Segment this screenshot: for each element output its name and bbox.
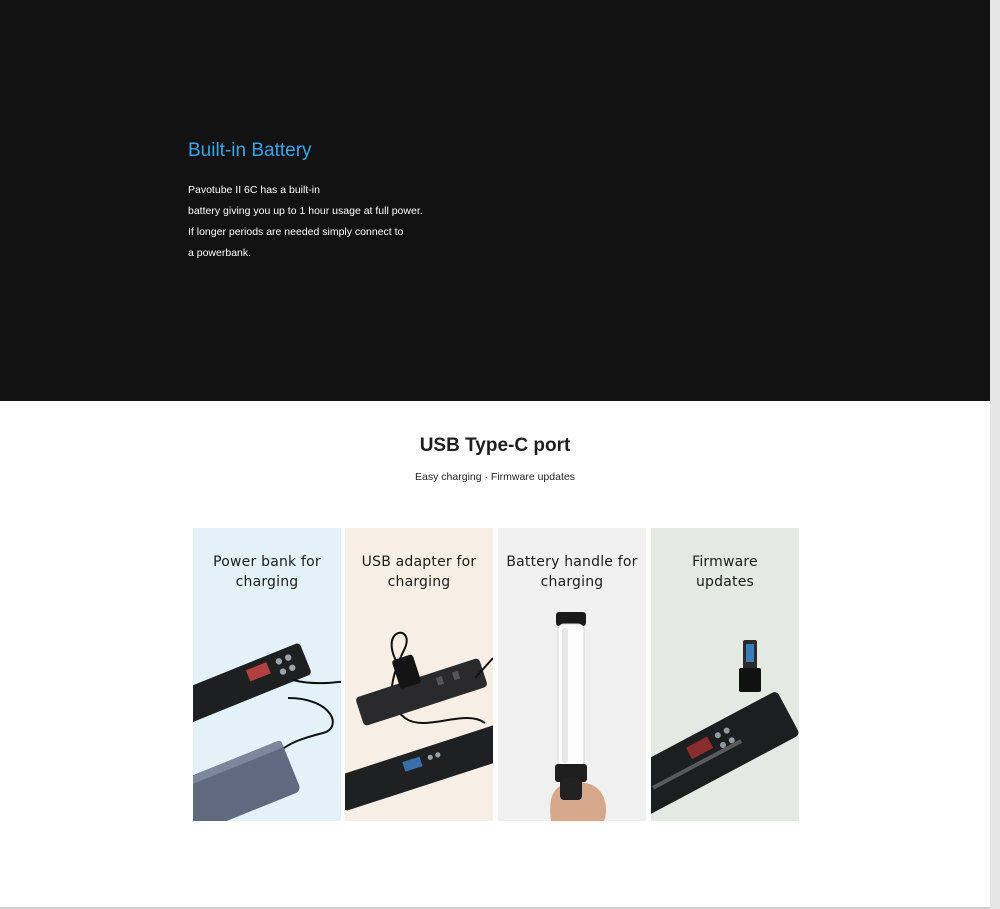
card-firmware-updates [651,528,799,821]
card-label [498,552,646,592]
card-power-bank [193,528,341,821]
card-label [193,552,341,592]
card-label-line: Power bank for [213,554,321,570]
card-usb-adapter [345,528,493,821]
battery-text-line: battery giving you up to 1 hour usage at full power. [188,205,423,217]
card-label [651,552,799,592]
usb-title: USB Type-C port [419,435,571,456]
card-label-line: charging [235,574,299,590]
card-label-line: charging [387,574,451,590]
battery-section [0,0,990,401]
card-label-line: Firmware [692,554,758,570]
card-battery-handle [498,528,646,821]
card-label-line: USB adapter for [361,554,477,570]
scrollbar-track[interactable] [990,0,1000,909]
card-label-line: updates [695,574,755,590]
card-label-line: charging [540,574,604,590]
battery-title: Built-in Battery [188,140,312,161]
battery-text-line: If longer periods are needed simply connect to [188,226,404,238]
battery-description [188,180,488,264]
usb-feature-cards [193,528,799,821]
battery-text-line: a powerbank. [188,247,252,259]
usb-section [0,401,990,907]
card-label-line: Battery handle for [506,554,638,570]
battery-text-line: Pavotube II 6C has a built-in [188,184,320,196]
card-label [345,552,493,592]
usb-subtitle: Easy charging · Firmware updates [415,471,575,483]
